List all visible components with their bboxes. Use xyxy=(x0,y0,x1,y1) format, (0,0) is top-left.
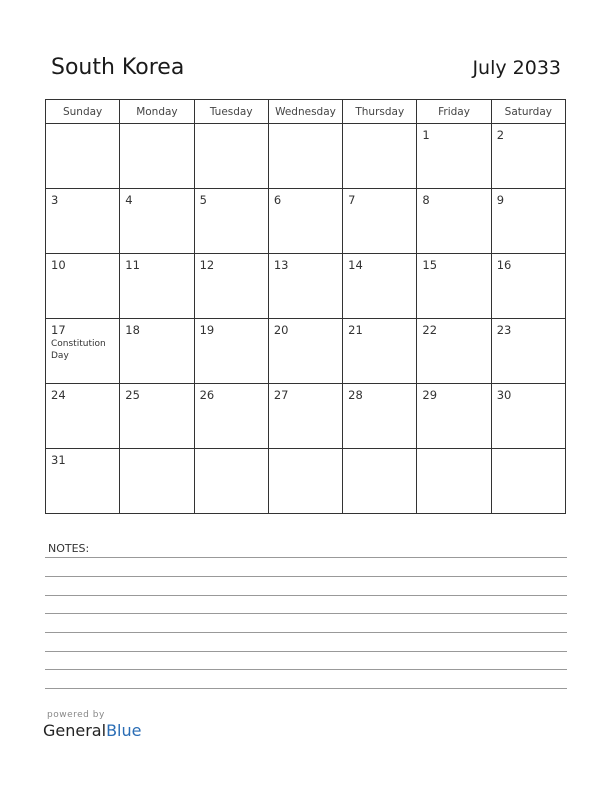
logo-text-general: General xyxy=(43,721,107,740)
calendar-day-cell[interactable] xyxy=(46,254,120,319)
calendar-day-cell[interactable] xyxy=(120,384,194,449)
calendar-week-row xyxy=(46,449,566,514)
day-number: 13 xyxy=(273,258,289,272)
calendar-day-cell[interactable] xyxy=(120,319,194,384)
notes-line xyxy=(45,669,567,670)
day-number: 3 xyxy=(51,193,59,207)
day-number: 30 xyxy=(496,388,512,402)
day-number: 18 xyxy=(125,323,140,337)
calendar-grid xyxy=(45,99,566,514)
day-number: 4 xyxy=(125,193,133,207)
notes-line xyxy=(45,576,567,577)
calendar-day-cell[interactable] xyxy=(46,124,120,189)
calendar-day-cell[interactable] xyxy=(491,449,565,514)
calendar-day-cell[interactable] xyxy=(120,189,194,254)
day-number: 24 xyxy=(51,388,66,402)
day-number: 17 xyxy=(51,323,66,337)
day-number: 11 xyxy=(125,258,140,272)
calendar-day-cell[interactable] xyxy=(120,254,194,319)
calendar-day-cell[interactable] xyxy=(491,189,565,254)
calendar-day-cell[interactable] xyxy=(194,449,268,514)
day-number: 25 xyxy=(125,388,140,402)
calendar-week-row xyxy=(46,319,566,384)
generalblue-logo[interactable] xyxy=(43,721,141,740)
day-number: 22 xyxy=(422,323,438,337)
day-number: 14 xyxy=(348,258,363,272)
calendar-day-cell[interactable] xyxy=(417,384,491,449)
calendar-day-cell[interactable] xyxy=(491,319,565,384)
day-number: 19 xyxy=(199,323,215,337)
calendar-country-title: South Korea xyxy=(51,55,185,80)
notes-line xyxy=(45,595,567,596)
day-number: 29 xyxy=(422,388,438,402)
calendar-week-row xyxy=(46,254,566,319)
notes-line xyxy=(45,651,567,652)
calendar-day-cell[interactable] xyxy=(491,254,565,319)
calendar-day-cell[interactable] xyxy=(46,189,120,254)
holiday-label: Constitution Day xyxy=(51,339,106,361)
day-number: 12 xyxy=(199,258,215,272)
calendar-day-cell[interactable] xyxy=(417,449,491,514)
calendar-week-row xyxy=(46,189,566,254)
calendar-day-cell[interactable] xyxy=(194,189,268,254)
calendar-day-cell[interactable] xyxy=(343,254,417,319)
notes-line xyxy=(45,688,567,689)
day-number: 6 xyxy=(273,193,282,207)
weekday-header: Monday xyxy=(120,100,194,124)
weekday-header: Friday xyxy=(417,100,491,124)
calendar-day-cell[interactable] xyxy=(194,254,268,319)
notes-label: NOTES: xyxy=(48,542,90,555)
calendar-day-cell[interactable] xyxy=(46,449,120,514)
powered-by-text: powered by xyxy=(47,710,105,720)
calendar-month-title: July 2033 xyxy=(472,57,561,79)
weekday-header: Thursday xyxy=(343,100,417,124)
day-number: 21 xyxy=(348,323,363,337)
day-number: 9 xyxy=(496,193,505,207)
calendar-day-cell[interactable] xyxy=(268,189,342,254)
calendar-day-cell[interactable] xyxy=(46,319,120,384)
calendar-day-cell[interactable] xyxy=(343,124,417,189)
day-number: 1 xyxy=(422,128,430,142)
notes-line xyxy=(45,613,567,614)
day-number: 10 xyxy=(51,258,66,272)
calendar-week-row xyxy=(46,124,566,189)
day-number: 15 xyxy=(422,258,438,272)
calendar-day-cell[interactable] xyxy=(194,319,268,384)
day-number: 28 xyxy=(348,388,363,402)
weekday-header: Saturday xyxy=(491,100,565,124)
calendar-day-cell[interactable] xyxy=(491,124,565,189)
calendar-day-cell[interactable] xyxy=(343,384,417,449)
weekday-header: Sunday xyxy=(46,100,120,124)
day-number: 20 xyxy=(273,323,289,337)
day-number: 16 xyxy=(496,258,512,272)
calendar-day-cell[interactable] xyxy=(491,384,565,449)
calendar-day-cell[interactable] xyxy=(268,254,342,319)
calendar-day-cell[interactable] xyxy=(268,384,342,449)
calendar-day-cell[interactable] xyxy=(120,124,194,189)
weekday-header-row xyxy=(46,100,566,124)
calendar-day-cell[interactable] xyxy=(268,449,342,514)
calendar-day-cell[interactable] xyxy=(417,189,491,254)
calendar-day-cell[interactable] xyxy=(343,319,417,384)
calendar-day-cell[interactable] xyxy=(268,319,342,384)
logo-text-blue: Blue xyxy=(106,721,142,740)
calendar-day-cell[interactable] xyxy=(343,189,417,254)
calendar-day-cell[interactable] xyxy=(343,449,417,514)
day-number: 27 xyxy=(273,388,289,402)
day-number: 31 xyxy=(51,453,66,467)
day-number: 8 xyxy=(422,193,430,207)
calendar-day-cell[interactable] xyxy=(417,124,491,189)
day-number: 26 xyxy=(199,388,215,402)
day-number: 7 xyxy=(348,193,356,207)
day-number: 2 xyxy=(496,128,505,142)
notes-line xyxy=(45,557,567,558)
weekday-header: Wednesday xyxy=(268,100,342,124)
calendar-day-cell[interactable] xyxy=(194,124,268,189)
weekday-header: Tuesday xyxy=(194,100,268,124)
calendar-week-row xyxy=(46,384,566,449)
calendar-day-cell[interactable] xyxy=(417,319,491,384)
calendar-day-cell[interactable] xyxy=(268,124,342,189)
calendar-day-cell[interactable] xyxy=(46,384,120,449)
calendar-day-cell[interactable] xyxy=(120,449,194,514)
day-number: 5 xyxy=(199,193,207,207)
calendar-day-cell[interactable] xyxy=(194,384,268,449)
notes-line xyxy=(45,632,567,633)
calendar-day-cell[interactable] xyxy=(417,254,491,319)
day-number: 23 xyxy=(496,323,512,337)
